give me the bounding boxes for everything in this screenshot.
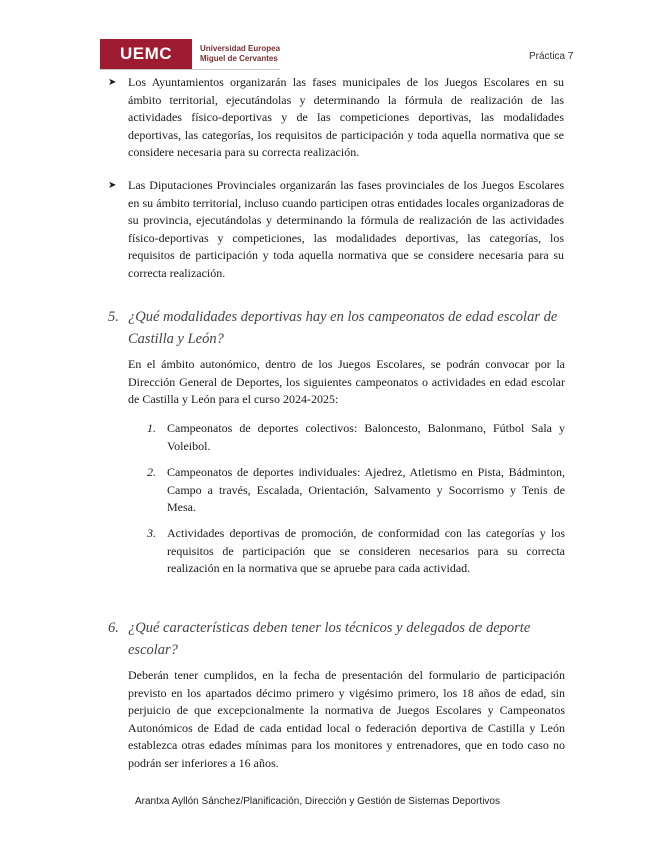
logo-line-2: Miguel de Cervantes [200,54,278,63]
logo-mark: UEMC [100,39,192,69]
section-question: ¿Qué características deben tener los técnicos y delegados de deporte escolar? [128,620,531,658]
list-number: 1. [147,421,156,435]
section-5-intro: En el ámbito autonómico, dentro de los Juegos Escolares, se podrán convocar por la Dirección General de Deportes, los siguientes campeonatos o actividades en edad escolar de Castilla y León para el curso 2024-2025: [128,357,565,406]
logo-line-1: Universidad Europea [200,44,281,53]
arrow-bullet-icon: ➤ [108,180,117,191]
section-number: 5. [108,309,119,325]
section-number: 6. [108,620,119,636]
arrow-bullet-icon: ➤ [108,77,117,88]
list-text: Actividades deportivas de promoción, de conformidad con las categorías y los requisitos de participación que se consideren necesarios para su correcta realización en la normativa que se apruebe para cada actividad. [167,526,565,575]
bullet-ayuntamientos [108,74,564,162]
list-item [147,525,565,578]
section-6-heading [108,617,566,661]
list-item [147,420,565,455]
list-text: Campeonatos de deportes colectivos: Baloncesto, Balonmano, Fútbol Sala y Voleibol. [167,421,565,453]
list-number: 2. [147,465,156,479]
list-item [147,464,565,517]
bullet-text: Las Diputaciones Provinciales organizarán las fases provinciales de los Juegos Escolares en su ámbito territorial, incluso cuando participen otras entidades locales organizadoras de su provincia, ejecutándolas y determinando la fórmula de realización de las actividades físico-deportivas y competiciones, las modalidades deportivas, las categorías, los requisitos de participación y toda aquella normativa que se considere necesaria para su correcta realización. [128,178,564,280]
bullet-diputaciones [108,177,564,282]
list-text: Campeonatos de deportes individuales: Ajedrez, Atletismo en Pista, Bádminton, Campo a través, Escalada, Orientación, Salvamento y Socorrismo y Tenis de Mesa. [167,465,565,514]
logo-wordmark [200,44,280,64]
page-footer: Arantxa Ayllón Sánchez/Planificación, Dirección y Gestión de Sistemas Deportivos [135,796,500,807]
list-number: 3. [147,526,156,540]
uemc-logo [100,39,280,69]
section-6-answer: Deberán tener cumplidos, en la fecha de presentación del formulario de participación previsto en los apartados décimo primero y vigésimo primero, los 18 años de edad, sin perjuicio de que excepcionalmente la normativa de Juegos Escolares y Campeonatos Autonómicos de Edad de cada entidad local o federación deportiva de Castilla y León establezca otras edades mínimas para los monitores y entrenadores, que en todo caso no podrán ser inferiores a 16 años. [128,668,565,770]
section-5-heading [108,306,566,350]
header-divider [100,69,280,70]
bullet-text: Los Ayuntamientos organizarán las fases municipales de los Juegos Escolares en su ámbito territorial, ejecutándolas y determinando la fórmula de realización de las actividades físico-deportivas y de las competiciones deportivas, las modalidades deportivas, las categorías, los requisitos de participación y toda aquella normativa que se considere necesaria para su correcta realización. [128,75,564,159]
page-label: Práctica 7 [529,51,574,62]
section-question: ¿Qué modalidades deportivas hay en los campeonatos de edad escolar de Castilla y León? [128,309,558,347]
